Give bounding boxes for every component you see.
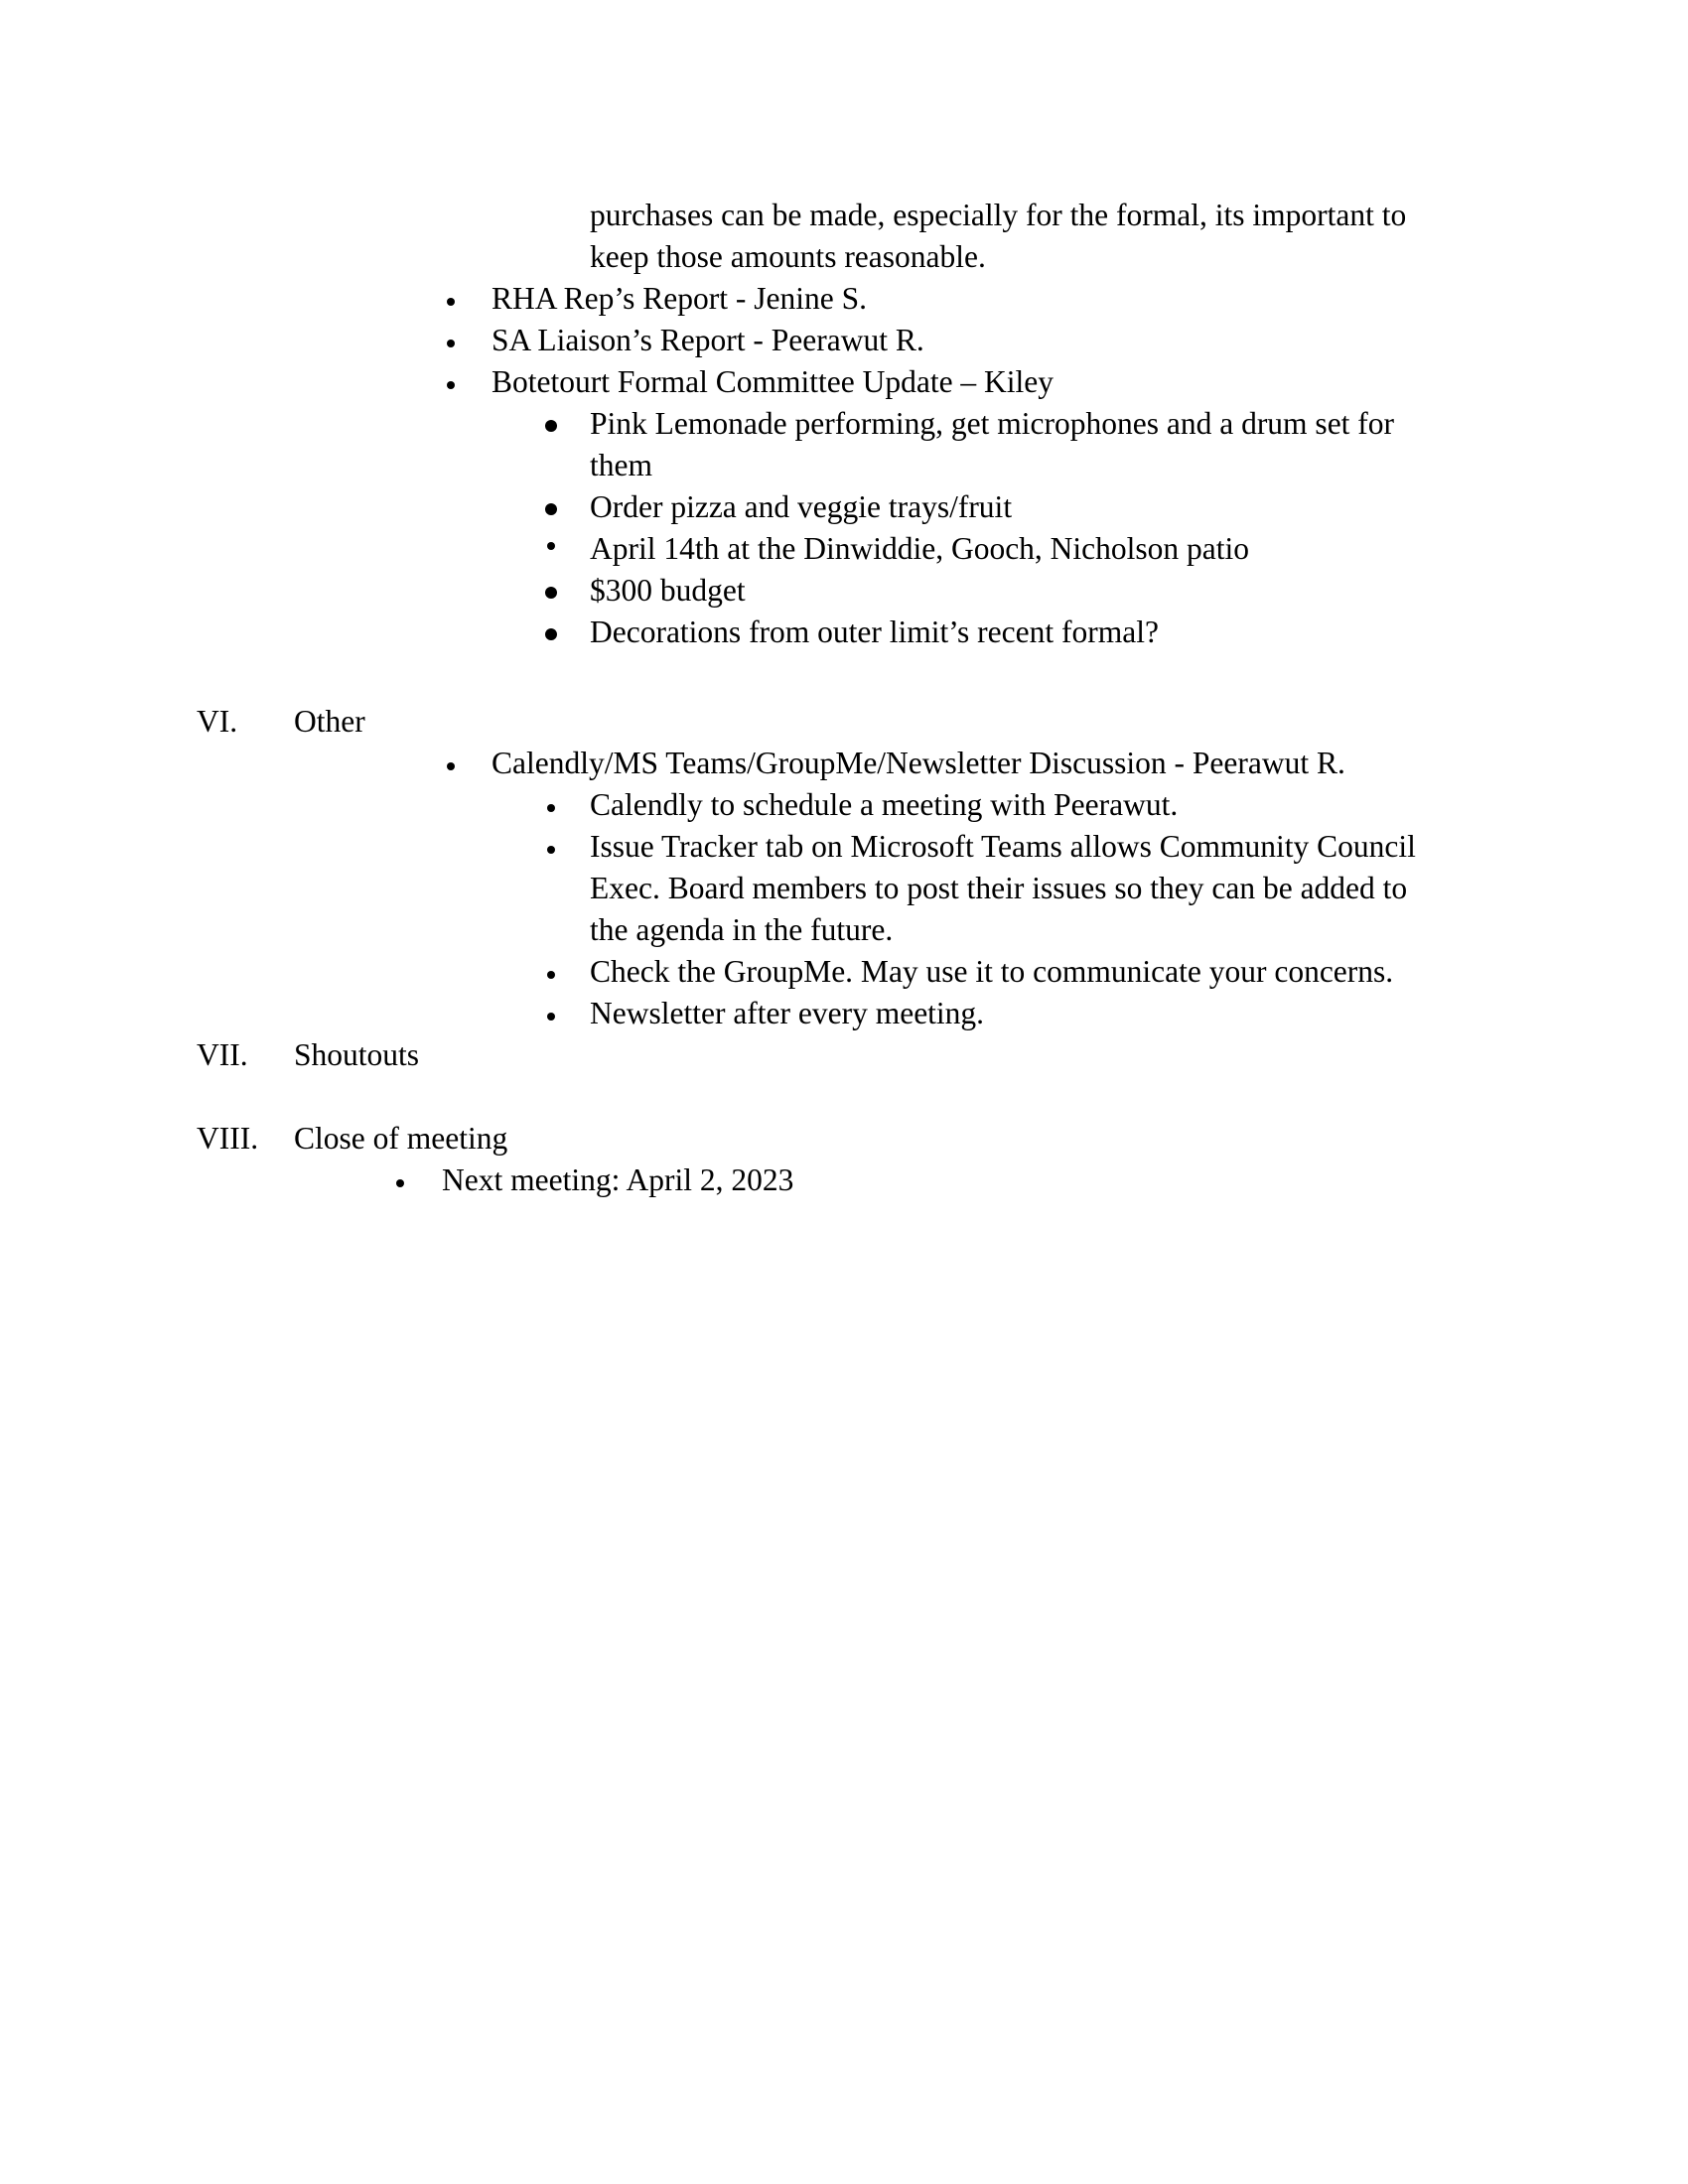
subitem-issue-tracker-line-2: Exec. Board members to post their issues so they can be added to: [590, 871, 1408, 905]
section-title-other: Other: [294, 704, 365, 739]
subitem-pink-lemonade-line-2: them: [590, 448, 652, 482]
continuation-line-1: purchases can be made, especially for the formal, its important to: [590, 198, 1407, 232]
subitem-pizza: Order pizza and veggie trays/fruit: [590, 489, 1013, 524]
continuation-line-2: keep those amounts reasonable.: [590, 239, 986, 274]
section-numeral-vii: VII.: [197, 1037, 248, 1072]
subitem-decorations: Decorations from outer limit’s recent formal?: [590, 614, 1159, 649]
list-item-next-meeting: Next meeting: April 2, 2023: [442, 1162, 794, 1197]
subitem-issue-tracker-line-1: Issue Tracker tab on Microsoft Teams allows Community Council: [590, 829, 1416, 864]
subitem-groupme: Check the GroupMe. May use it to communicate your concerns.: [590, 954, 1394, 989]
section-title-shoutouts: Shoutouts: [294, 1037, 420, 1072]
section-numeral-vi: VI.: [197, 704, 238, 739]
list-item-rha-report: RHA Rep’s Report - Jenine S.: [492, 281, 867, 316]
list-item-calendly-discussion: Calendly/MS Teams/GroupMe/Newsletter Discussion - Peerawut R.: [492, 746, 1345, 780]
section-numeral-viii: VIII.: [197, 1121, 259, 1156]
subitem-pink-lemonade-line-1: Pink Lemonade performing, get microphones and a drum set for: [590, 406, 1395, 441]
subitem-calendly: Calendly to schedule a meeting with Peerawut.: [590, 787, 1179, 822]
list-item-formal-committee: Botetourt Formal Committee Update – Kiley: [492, 364, 1055, 399]
subitem-date: April 14th at the Dinwiddie, Gooch, Nicholson patio: [590, 531, 1250, 566]
list-item-sa-liaison-report: SA Liaison’s Report - Peerawut R.: [492, 323, 924, 357]
subitem-budget: $300 budget: [590, 573, 746, 608]
subitem-newsletter: Newsletter after every meeting.: [590, 996, 985, 1030]
section-title-close-of-meeting: Close of meeting: [294, 1121, 508, 1156]
subitem-issue-tracker-line-3: the agenda in the future.: [590, 912, 894, 947]
